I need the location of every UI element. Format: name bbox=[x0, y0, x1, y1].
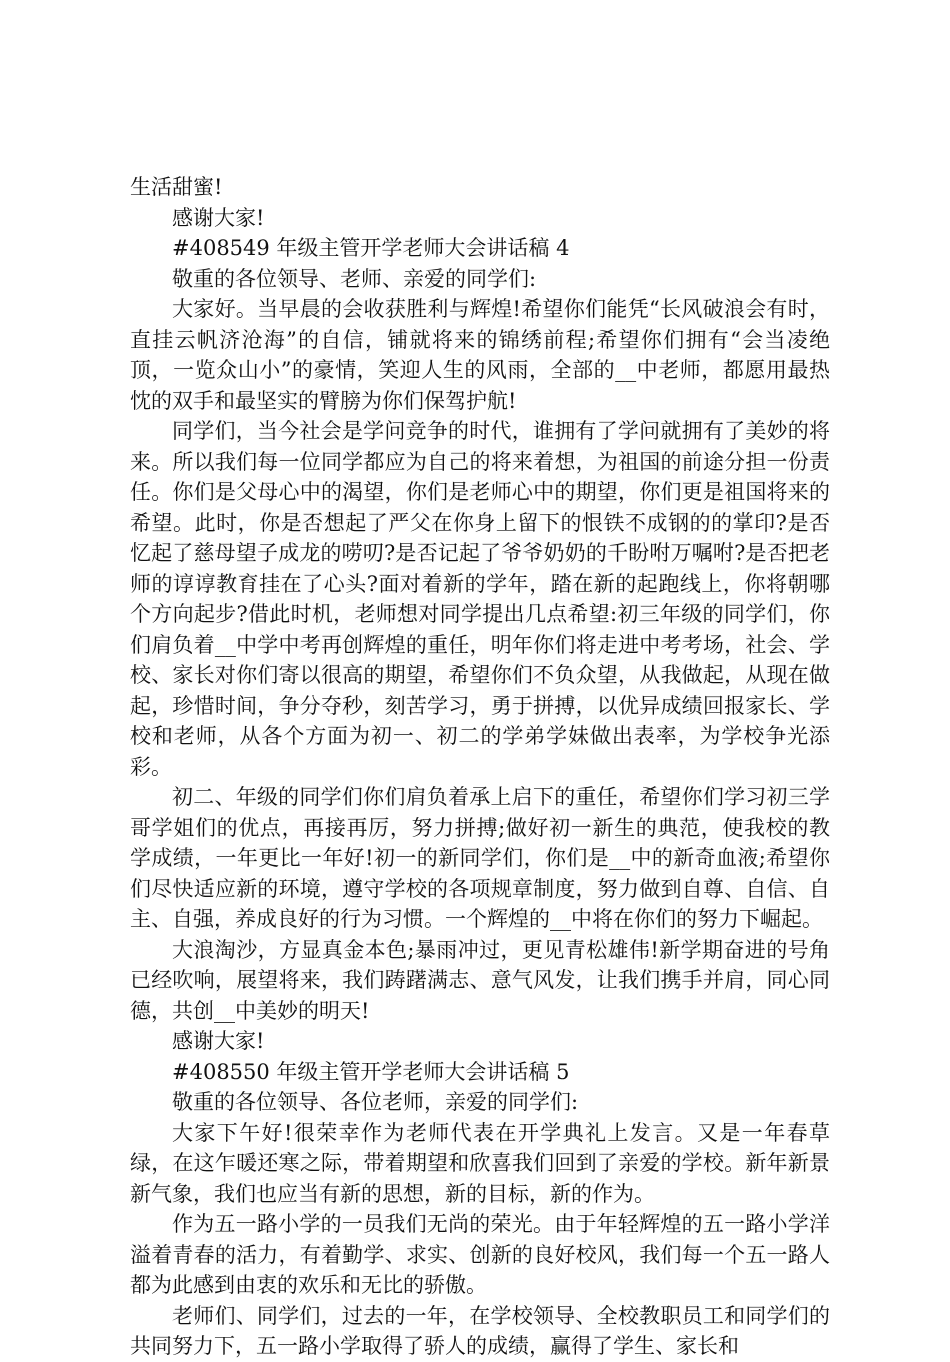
document-page bbox=[130, 172, 830, 1362]
salutation: 敬重的各位领导、各位老师，亲爱的同学们: bbox=[172, 1090, 579, 1114]
paragraph-thanks: 感谢大家! bbox=[172, 1029, 265, 1053]
paragraph-thanks: 感谢大家! bbox=[172, 205, 265, 230]
paragraph: 大家下午好!很荣幸作为老师代表在开学典礼上发言。又是一年春草绿，在这乍暖还寒之际，带着期望和欣喜我们回到了亲爱的学校。新年新景新气象，我们也应当有新的思想，新的目标，新的作为。 bbox=[130, 1120, 830, 1206]
paragraph-continuation: 生活甜蜜! bbox=[130, 175, 223, 199]
paragraph: 老师们、同学们，过去的一年，在学校领导、全校教职员工和同学们的共同努力下，五一路小学取得了骄人的成绩，赢得了学生、家长和 bbox=[130, 1303, 830, 1358]
paragraph: 同学们，当今社会是学问竞争的时代，谁拥有了学问就拥有了美妙的将来。所以我们每一位同学都应为自己的将来着想，为祖国的前途分担一份责任。你们是父母心中的渴望，你们是老师心中的期望，你们更是祖国将来的希望。此时，你是否想起了严父在你身上留下的恨铁不成钢的的掌印?是否忆起了慈母望子成龙的唠叨?是否记起了爷爷奶奶的千盼咐万嘱咐?是否把老师的谆谆教育挂在了心头?面对着新的学年，踏在新的起跑线上，你将朝哪个方向起步?借此时机，老师想对同学提出几点希望:初三年级的同学们，你们肩负着__中学中考再创辉煌的重任，明年你们将走进中考考场，社会、学校、家长对你们寄以很高的期望，希望你们不负众望，从我做起，从现在做起，珍惜时间，争分夺秒，刻苦学习，勇于拼搏，以优异成绩回报家长、学校和老师，从各个方面为初一、初二的学弟学妹做出表率，为学校争光添彩。 bbox=[130, 419, 830, 779]
paragraph: 大家好。当早晨的会收获胜利与辉煌!希望你们能凭“长风破浪会有时，直挂云帆济沧海”的自信，铺就将来的锦绣前程;希望你们拥有“会当凌绝顶，一览众山小”的豪情，笑迎人生的风雨，全部的__中老师，都愿用最热忱的双手和最坚实的臂膀为你们保驾护航! bbox=[130, 297, 830, 413]
paragraph: 大浪淘沙，方显真金本色;暴雨冲过，更见青松雄伟!新学期奋进的号角已经吹响，展望将来，我们踌躇满志、意气风发，让我们携手并肩，同心同德，共创__中美妙的明天! bbox=[130, 937, 830, 1023]
section-heading-5: #408550 年级主管开学老师大会讲话稿 5 bbox=[172, 1059, 570, 1084]
paragraph: 作为五一路小学的一员我们无尚的荣光。由于年轻辉煌的五一路小学洋溢着青春的活力，有着勤学、求实、创新的良好校风，我们每一个五一路人都为此感到由衷的欢乐和无比的骄傲。 bbox=[130, 1212, 830, 1297]
paragraph: 初二、年级的同学们你们肩负着承上启下的重任，希望你们学习初三学哥学姐们的优点，再接再厉，努力拼搏;做好初一新生的典范，使我校的教学成绩，一年更比一年好!初一的新同学们，你们是__中的新奇血液;希望你们尽快适应新的环境，遵守学校的各项规章制度，努力做到自尊、自信、自主、自强，养成良好的行为习惯。一个辉煌的__中将在你们的努力下崛起。 bbox=[130, 785, 830, 931]
section-heading-4: #408549 年级主管开学老师大会讲话稿 4 bbox=[172, 236, 570, 260]
salutation: 敬重的各位领导、老师、亲爱的同学们: bbox=[172, 266, 537, 291]
